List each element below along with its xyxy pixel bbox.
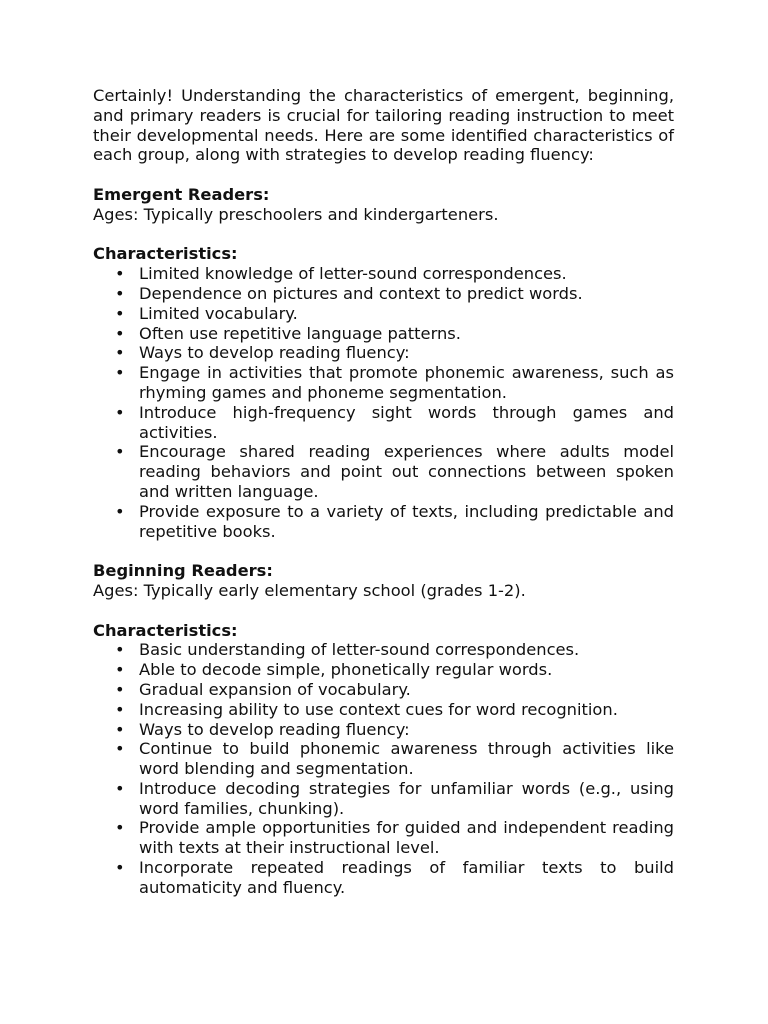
list-item bbox=[93, 343, 674, 363]
list-item-text: Introduce decoding strategies for unfamiliar words (e.g., using word families, chunking). bbox=[139, 778, 674, 818]
list-item bbox=[93, 264, 674, 284]
list-item bbox=[93, 660, 674, 680]
list-item-text: Often use repetitive language patterns. bbox=[139, 323, 461, 343]
list-item bbox=[93, 720, 674, 740]
list-item bbox=[93, 304, 674, 324]
bullet-icon: • bbox=[115, 660, 125, 680]
section-heading-beginning: Beginning Readers: bbox=[93, 561, 273, 581]
list-item-text: Encourage shared reading experiences where adults model reading behaviors and point out connections between spoken and written language. bbox=[139, 442, 674, 501]
section-heading-emergent: Emergent Readers: bbox=[93, 184, 270, 204]
list-item bbox=[93, 858, 674, 898]
list-item bbox=[93, 442, 674, 501]
bullet-icon: • bbox=[115, 699, 125, 719]
document-page bbox=[93, 86, 674, 898]
list-item-text: Provide exposure to a variety of texts, including predictable and repetitive books. bbox=[139, 501, 674, 541]
list-item-text: Limited knowledge of letter-sound correspondences. bbox=[139, 264, 567, 284]
list-item bbox=[93, 284, 674, 304]
list-item-text: Engage in activities that promote phonemic awareness, such as rhyming games and phoneme segmentation. bbox=[139, 363, 674, 402]
list-item bbox=[93, 640, 674, 660]
list-item-text: Ways to develop reading fluency: bbox=[139, 343, 410, 363]
list-item bbox=[93, 680, 674, 700]
list-item-text: Provide ample opportunities for guided and independent reading with texts at their instructional level. bbox=[139, 818, 674, 858]
bullet-icon: • bbox=[115, 640, 125, 660]
bullet-icon: • bbox=[115, 283, 125, 303]
bullet-icon: • bbox=[115, 442, 125, 462]
bullet-icon: • bbox=[115, 719, 125, 739]
bullet-icon: • bbox=[115, 679, 125, 699]
list-item-text: Basic understanding of letter-sound correspondences. bbox=[139, 640, 580, 660]
bullet-list-beginning bbox=[93, 640, 674, 897]
bullet-icon: • bbox=[115, 303, 125, 323]
bullet-icon: • bbox=[115, 343, 125, 363]
list-item-text: Ways to develop reading fluency: bbox=[139, 719, 410, 739]
list-item-text: Gradual expansion of vocabulary. bbox=[139, 679, 411, 699]
bullet-icon: • bbox=[115, 402, 125, 422]
bullet-list-emergent bbox=[93, 264, 674, 541]
characteristics-heading-emergent: Characteristics: bbox=[93, 244, 238, 264]
spacer bbox=[93, 165, 674, 185]
bullet-icon: • bbox=[115, 363, 125, 383]
bullet-icon: • bbox=[115, 501, 125, 521]
bullet-icon: • bbox=[115, 739, 125, 759]
list-item-text: Continue to build phonemic awareness through activities like word blending and segmentation. bbox=[139, 739, 674, 779]
bullet-icon: • bbox=[115, 858, 125, 878]
spacer bbox=[93, 541, 674, 561]
characteristics-heading-beginning: Characteristics: bbox=[93, 620, 238, 640]
list-item bbox=[93, 739, 674, 779]
list-item-text: Incorporate repeated readings of familiar texts to build automaticity and fluency. bbox=[139, 858, 674, 897]
list-item bbox=[93, 502, 674, 542]
intro-paragraph: Certainly! Understanding the characteristics of emergent, beginning, and primary readers is crucial for tailoring reading instruction to meet their developmental needs. Here are some identified characteristics of each group, along with strategies to develop reading fluency: bbox=[93, 86, 674, 165]
bullet-icon: • bbox=[115, 818, 125, 838]
section-ages-beginning: Ages: Typically early elementary school (grades 1-2). bbox=[93, 580, 526, 600]
list-item bbox=[93, 700, 674, 720]
list-item bbox=[93, 779, 674, 819]
list-item bbox=[93, 324, 674, 344]
bullet-icon: • bbox=[115, 778, 125, 798]
list-item bbox=[93, 818, 674, 858]
spacer bbox=[93, 601, 674, 621]
section-ages-emergent: Ages: Typically preschoolers and kindergarteners. bbox=[93, 204, 499, 224]
list-item bbox=[93, 363, 674, 403]
spacer bbox=[93, 225, 674, 245]
list-item bbox=[93, 403, 674, 443]
bullet-icon: • bbox=[115, 264, 125, 284]
list-item-text: Dependence on pictures and context to predict words. bbox=[139, 283, 583, 303]
list-item-text: Limited vocabulary. bbox=[139, 303, 298, 323]
list-item-text: Increasing ability to use context cues for word recognition. bbox=[139, 699, 618, 719]
bullet-icon: • bbox=[115, 323, 125, 343]
list-item-text: Introduce high-frequency sight words through games and activities. bbox=[139, 402, 674, 442]
list-item-text: Able to decode simple, phonetically regular words. bbox=[139, 660, 553, 680]
